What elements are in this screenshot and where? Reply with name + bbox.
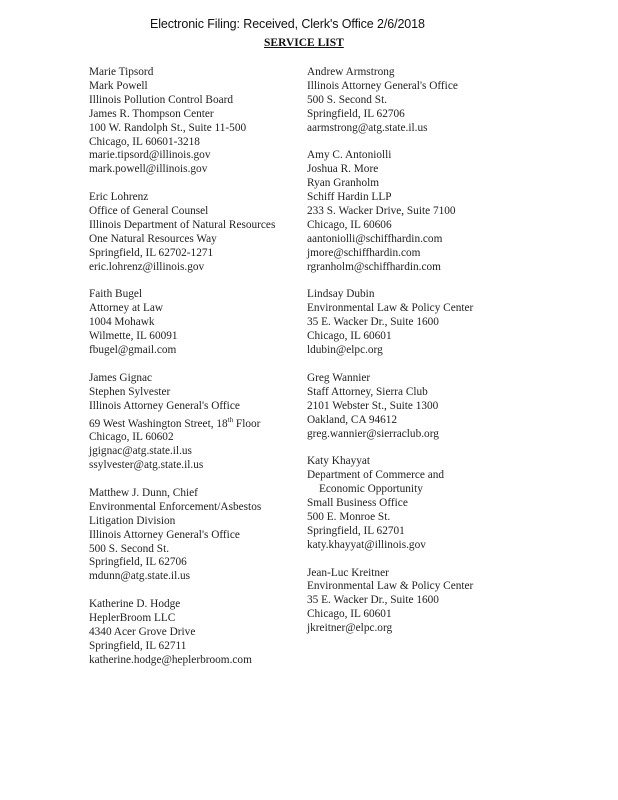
contact-entry-hodge: [89, 598, 304, 668]
contact-email: jkreitner@elpc.org: [307, 622, 393, 635]
contact-email: jmore@schiffhardin.com: [307, 246, 421, 259]
contact-name: Amy C. Antoniolli: [307, 149, 392, 162]
contact-name: Andrew Armstrong: [307, 66, 395, 78]
contact-address: 100 W. Randolph St., Suite 11-500: [89, 121, 247, 134]
contact-email: katy.khayyat@illinois.gov: [307, 538, 426, 551]
filing-stamp: Electronic Filing: Received, Clerk's Office 2/6/2018: [150, 17, 425, 31]
contact-organization: Illinois Department of Natural Resources: [89, 218, 276, 231]
service-list-left-column: [89, 66, 304, 682]
contact-address: 2101 Webster St., Suite 1300: [307, 399, 439, 412]
street-text: 69 West Washington Street, 18: [89, 417, 228, 430]
page-title: SERVICE LIST: [264, 37, 344, 49]
contact-address: Springfield, IL 62702-1271: [89, 246, 214, 259]
contact-address: 500 E. Monroe St.: [307, 510, 391, 523]
street-text-floor: Floor: [233, 417, 261, 430]
contact-organization: Environmental Law & Policy Center: [307, 302, 474, 315]
contact-email: mark.powell@illinois.gov: [89, 163, 208, 176]
contact-email: ssylvester@atg.state.il.us: [89, 459, 204, 472]
contact-title: Attorney at Law: [89, 302, 164, 315]
contact-email: rgranholm@schiffhardin.com: [307, 260, 441, 273]
contact-name: Katherine D. Hodge: [89, 598, 181, 611]
ordinal-suffix: th: [227, 415, 234, 424]
service-list-right-column: [307, 66, 507, 650]
contact-name: Eric Lohrenz: [89, 191, 149, 204]
contact-address: 500 S. Second St.: [89, 542, 170, 555]
contact-address: One Natural Resources Way: [89, 232, 217, 245]
contact-entry-dunn: [89, 487, 304, 584]
contact-name: Joshua R. More: [307, 163, 379, 176]
contact-email: katherine.hodge@heplerbroom.com: [89, 653, 252, 666]
contact-organization: Litigation Division: [89, 514, 176, 527]
contact-organization: Schiff Hardin LLP: [307, 191, 392, 204]
contact-address: Springfield, IL 62706: [89, 556, 187, 569]
contact-address: Chicago, IL 60606: [307, 218, 392, 231]
contact-email: jgignac@atg.state.il.us: [89, 445, 192, 458]
contact-address: Oakland, CA 94612: [307, 413, 398, 426]
contact-entry-armstrong: [307, 66, 507, 136]
contact-address: 233 S. Wacker Drive, Suite 7100: [307, 205, 456, 218]
contact-name: James Gignac: [89, 371, 153, 384]
contact-name: Lindsay Dubin: [307, 288, 375, 301]
contact-name: Greg Wannier: [307, 371, 371, 384]
contact-address: Springfield, IL 62706: [307, 107, 405, 120]
contact-name: Marie Tipsord: [89, 66, 154, 78]
contact-entry-tipsord-powell: [89, 66, 304, 177]
contact-address: James R. Thompson Center: [89, 107, 214, 120]
contact-address: 1004 Mohawk: [89, 316, 155, 329]
contact-email: eric.lohrenz@illinois.gov: [89, 260, 205, 273]
contact-name: Faith Bugel: [89, 288, 143, 301]
contact-address: 4340 Acer Grove Drive: [89, 625, 196, 638]
contact-organization: Illinois Attorney General's Office: [89, 399, 240, 412]
contact-address: Chicago, IL 60601-3218: [89, 135, 200, 148]
contact-name: Mark Powell: [89, 79, 148, 92]
contact-organization: Small Business Office: [307, 497, 408, 510]
contact-address: [89, 414, 304, 432]
contact-organization: Environmental Enforcement/Asbestos: [89, 500, 262, 513]
contact-organization: HeplerBroom LLC: [89, 612, 176, 625]
contact-entry-wannier: [307, 372, 507, 442]
contact-address: 35 E. Wacker Dr., Suite 1600: [307, 594, 439, 607]
contact-address: 35 E. Wacker Dr., Suite 1600: [307, 316, 439, 329]
contact-address: Springfield, IL 62701: [307, 524, 405, 537]
contact-organization: Office of General Counsel: [89, 205, 209, 218]
contact-address: 500 S. Second St.: [307, 93, 388, 106]
contact-title: Staff Attorney, Sierra Club: [307, 385, 428, 398]
contact-address: Chicago, IL 60601: [307, 330, 392, 343]
contact-entry-schiff-hardin: [307, 149, 507, 274]
contact-name: Matthew J. Dunn, Chief: [89, 486, 198, 499]
contact-entry-dubin: [307, 288, 507, 358]
contact-email: aantoniolli@schiffhardin.com: [307, 232, 443, 245]
contact-organization: Environmental Law & Policy Center: [307, 580, 474, 593]
contact-organization: Economic Opportunity: [319, 483, 423, 496]
contact-email: marie.tipsord@illinois.gov: [89, 149, 211, 162]
contact-organization: Illinois Attorney General's Office: [307, 79, 458, 92]
contact-entry-lohrenz: [89, 191, 304, 274]
contact-entry-khayyat: [307, 455, 507, 552]
contact-organization: Illinois Attorney General's Office: [89, 528, 240, 541]
contact-email: greg.wannier@sierraclub.org: [307, 427, 439, 440]
contact-email: ldubin@elpc.org: [307, 344, 383, 357]
contact-email: aarmstrong@atg.state.il.us: [307, 121, 428, 134]
contact-address: Chicago, IL 60601: [307, 608, 392, 621]
contact-address: Chicago, IL 60602: [89, 431, 174, 444]
contact-address: Springfield, IL 62711: [89, 639, 187, 652]
contact-name: Jean-Luc Kreitner: [307, 566, 389, 579]
contact-entry-kreitner: [307, 567, 507, 637]
contact-organization: Illinois Pollution Control Board: [89, 93, 234, 106]
contact-entry-gignac-sylvester: [89, 372, 304, 473]
contact-email: fbugel@gmail.com: [89, 344, 177, 357]
contact-organization: Department of Commerce and: [307, 469, 445, 482]
contact-name: Katy Khayyat: [307, 455, 371, 468]
contact-name: Stephen Sylvester: [89, 385, 171, 398]
contact-address: Wilmette, IL 60091: [89, 330, 178, 343]
contact-name: Ryan Granholm: [307, 177, 380, 190]
contact-email: mdunn@atg.state.il.us: [89, 570, 191, 583]
contact-entry-bugel: [89, 288, 304, 358]
